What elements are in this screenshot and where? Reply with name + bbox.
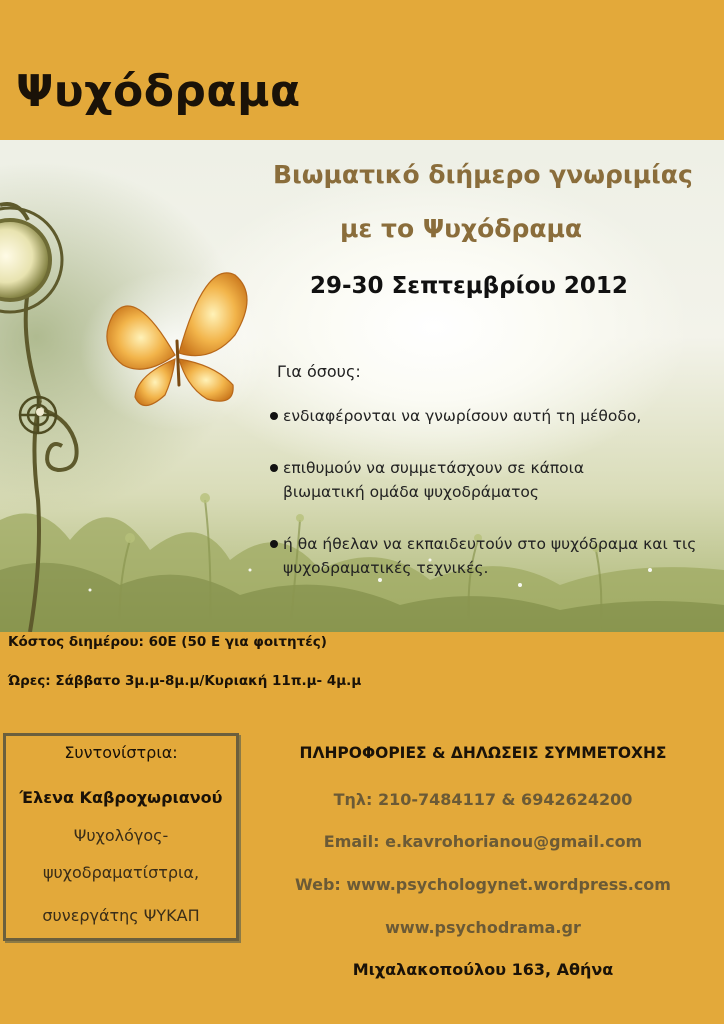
- bullet-icon: [270, 540, 278, 548]
- bullet-icon: [270, 464, 278, 472]
- event-subtitle-line1: Βιωματικό διήμερο γνωριμίας: [273, 160, 693, 189]
- coordinator-role-line3: συνεργάτης ΨΥΚΑΠ: [42, 906, 200, 925]
- bullet-icon: [270, 412, 278, 420]
- list-item: [270, 532, 710, 580]
- contact-heading: ΠΛΗΡΟΦΟΡΙΕΣ & ΔΗΛΩΣΕΙΣ ΣΥΜΜΕΤΟΧΗΣ: [299, 744, 667, 762]
- list-item: [270, 456, 710, 504]
- contact-address: Μιχαλακοπούλου 163, Αθήνα: [352, 960, 614, 979]
- event-subtitle-line2: με το Ψυχόδραμα: [340, 214, 583, 243]
- contact-website-2: www.psychodrama.gr: [385, 918, 581, 937]
- cost-info: Κόστος διημέρου: 60Ε (50 Ε για φοιτητές): [8, 634, 327, 650]
- hours-info: Ώρες: Σάββατο 3μ.μ-8μ.μ/Κυριακή 11π.μ- 4μ.μ: [8, 673, 362, 689]
- coordinator-role-line1: Ψυχολόγος-: [73, 826, 169, 845]
- list-item: [270, 404, 710, 428]
- audience-intro: Για όσους:: [277, 362, 361, 381]
- contact-phone: Τηλ: 210-7484117 & 6942624200: [333, 790, 633, 809]
- page-title: Ψυχόδραμα: [16, 66, 301, 117]
- bullet-text: επιθυμούν να συμμετάσχουν σε κάποια βιωματική ομάδα ψυχοδράματος: [283, 459, 585, 501]
- contact-email: Email: e.kavrohorianou@gmail.com: [323, 832, 643, 851]
- bullet-text: ενδιαφέρονται να γνωρίσουν αυτή τη μέθοδο,: [283, 407, 642, 425]
- header-band: [0, 0, 724, 140]
- contact-website: Web: www.psychologynet.wordpress.com: [295, 875, 671, 894]
- coordinator-box: [3, 733, 239, 941]
- coordinator-name: Έλενα Καβροχωριανού: [19, 788, 223, 807]
- event-date: 29-30 Σεπτεμβρίου 2012: [310, 273, 628, 299]
- background-photo: [0, 140, 724, 632]
- audience-list: [270, 404, 710, 608]
- bullet-text: ή θα ήθελαν να εκπαιδευτούν στο ψυχόδραμα και τις ψυχοδραματικές τεχνικές.: [283, 535, 697, 577]
- coordinator-label: Συντονίστρια:: [64, 743, 178, 762]
- coordinator-role-line2: ψυχοδραματίστρια,: [42, 863, 200, 882]
